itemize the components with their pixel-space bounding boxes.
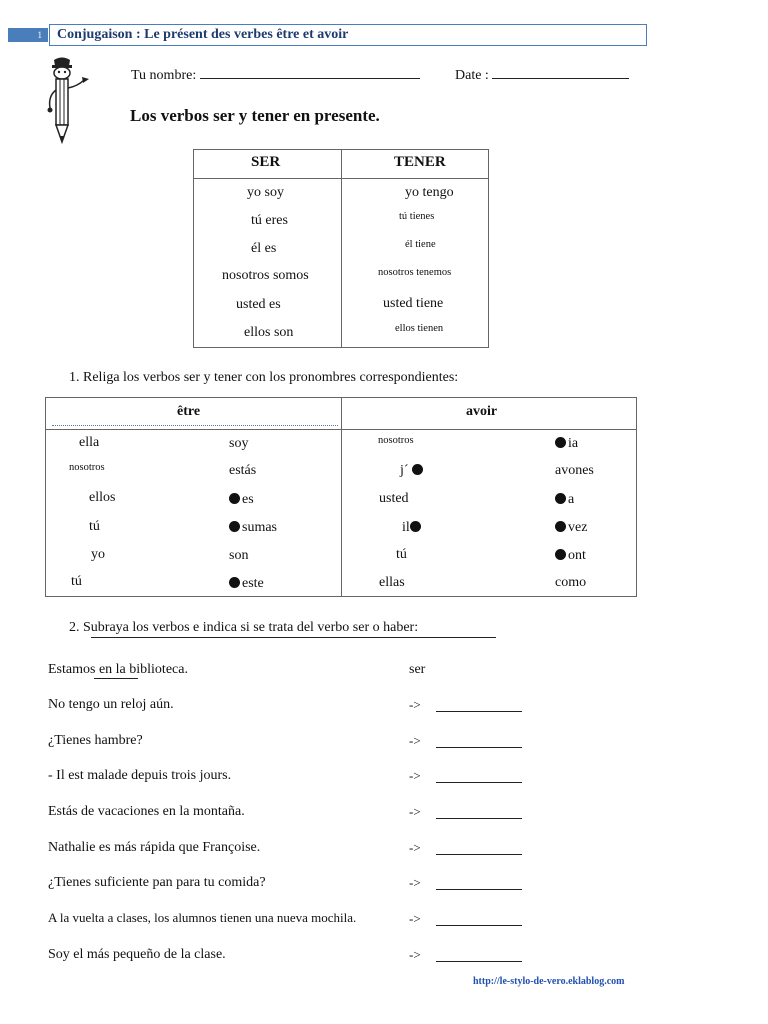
arrow: -> bbox=[409, 697, 421, 712]
etre-pronoun: tú bbox=[71, 574, 82, 589]
bullet-dot-icon bbox=[555, 521, 566, 532]
etre-pronoun: yo bbox=[91, 547, 105, 562]
matching-table bbox=[45, 397, 637, 597]
ser-cell: nosotros somos bbox=[222, 268, 309, 283]
answer-blank[interactable] bbox=[436, 818, 522, 819]
etre-pronoun: tú bbox=[89, 519, 100, 534]
tener-cell: él tiene bbox=[405, 239, 436, 250]
date-line bbox=[492, 66, 629, 79]
bullet-dot-icon bbox=[555, 493, 566, 504]
etre-pronoun: nosotros bbox=[69, 462, 105, 473]
sentence: Nathalie es más rápida que Françoise. bbox=[48, 840, 261, 855]
avoir-pronoun: tú bbox=[396, 547, 407, 562]
page-title: Conjugaison : Le présent des verbes être et avoir bbox=[57, 27, 349, 42]
avoir-header: avoir bbox=[466, 404, 498, 419]
ser-cell: usted es bbox=[236, 297, 281, 312]
bullet-dot-icon bbox=[412, 464, 423, 475]
etre-pronoun: ella bbox=[79, 435, 100, 450]
etre-header: être bbox=[177, 404, 201, 419]
avoir-verb: como bbox=[555, 575, 587, 590]
tener-cell: yo tengo bbox=[405, 185, 454, 200]
arrow: -> bbox=[409, 733, 421, 748]
answer-blank[interactable] bbox=[436, 925, 522, 926]
date-field[interactable] bbox=[455, 66, 629, 84]
bullet-dot-icon bbox=[410, 521, 421, 532]
tener-cell: nosotros tenemos bbox=[378, 267, 452, 278]
avoir-pronoun: usted bbox=[379, 491, 409, 506]
answer-blank[interactable] bbox=[436, 889, 522, 890]
sentence: ¿Tienes hambre? bbox=[48, 733, 143, 748]
ser-header: SER bbox=[251, 154, 281, 170]
arrow: -> bbox=[409, 840, 421, 855]
worksheet-heading: Los verbos ser y tener en presente. bbox=[130, 106, 380, 125]
ser-cell: tú eres bbox=[251, 213, 288, 228]
name-label: Tu nombre: bbox=[131, 68, 197, 83]
ser-cell: ellos son bbox=[244, 325, 294, 340]
exercise2-instruction: 2. Subraya los verbos e indica si se trata del verbo ser o haber: bbox=[69, 620, 419, 635]
etre-verb-with-dot: este bbox=[229, 576, 264, 592]
bullet-dot-icon bbox=[555, 549, 566, 560]
avoir-pronoun: ellas bbox=[379, 575, 405, 590]
avoir-pronoun-with-dot: il bbox=[402, 520, 423, 536]
verb-underline bbox=[94, 678, 138, 679]
etre-verb: son bbox=[229, 548, 249, 563]
answer-blank[interactable] bbox=[436, 782, 522, 783]
etre-verb-with-dot: es bbox=[229, 492, 254, 508]
sentence: Estás de vacaciones en la montaña. bbox=[48, 804, 245, 819]
etre-verb-with-dot: sumas bbox=[229, 520, 277, 536]
date-label: Date : bbox=[455, 68, 489, 83]
conjugation-table bbox=[193, 149, 489, 348]
arrow: -> bbox=[409, 804, 421, 819]
ser-cell: él es bbox=[251, 241, 277, 256]
avoir-verb: avones bbox=[555, 463, 594, 478]
bullet-dot-icon bbox=[229, 577, 240, 588]
etre-verb: soy bbox=[229, 436, 249, 451]
avoir-verb-with-dot: a bbox=[555, 492, 574, 508]
answer: ser bbox=[409, 662, 426, 677]
sentence: Estamos en la biblioteca. bbox=[48, 662, 188, 677]
footer-link[interactable]: http://le-stylo-de-vero.eklablog.com bbox=[473, 976, 625, 987]
tener-header: TENER bbox=[394, 154, 446, 170]
arrow: -> bbox=[409, 911, 421, 926]
sentence: Soy el más pequeño de la clase. bbox=[48, 947, 226, 962]
avoir-pronoun-with-dot: j´ bbox=[400, 463, 425, 479]
arrow: -> bbox=[409, 768, 421, 783]
answer-blank[interactable] bbox=[436, 747, 522, 748]
sentence: - Il est malade depuis trois jours. bbox=[48, 768, 232, 783]
arrow: -> bbox=[409, 947, 421, 962]
answer-blank[interactable] bbox=[436, 961, 522, 962]
exercise1-instruction: 1. Religa los verbos ser y tener con los pronombres correspondientes: bbox=[69, 370, 459, 385]
answer-blank[interactable] bbox=[436, 854, 522, 855]
avoir-pronoun: nosotros bbox=[378, 435, 414, 446]
answer-blank[interactable] bbox=[436, 711, 522, 712]
sentence: A la vuelta a clases, los alumnos tienen una nueva mochila. bbox=[48, 910, 357, 925]
tener-cell: ellos tienen bbox=[395, 323, 444, 334]
etre-verb: estás bbox=[229, 463, 257, 478]
instruction-underline bbox=[91, 637, 496, 638]
avoir-verb-with-dot: ia bbox=[555, 436, 578, 452]
ser-cell: yo soy bbox=[247, 185, 284, 200]
bullet-dot-icon bbox=[229, 493, 240, 504]
name-field[interactable] bbox=[131, 66, 420, 84]
pencil-mascot-icon bbox=[38, 56, 92, 148]
tener-cell: usted tiene bbox=[383, 296, 444, 311]
arrow: -> bbox=[409, 875, 421, 890]
page-number: 1 bbox=[8, 28, 48, 42]
sentence: ¿Tienes suficiente pan para tu comida? bbox=[48, 875, 266, 890]
avoir-verb-with-dot: vez bbox=[555, 520, 587, 536]
tener-cell: tú tienes bbox=[399, 211, 435, 222]
sentence: No tengo un reloj aún. bbox=[48, 697, 174, 712]
bullet-dot-icon bbox=[555, 437, 566, 448]
name-line bbox=[200, 66, 420, 79]
avoir-verb-with-dot: ont bbox=[555, 548, 586, 564]
etre-pronoun: ellos bbox=[89, 490, 116, 505]
bullet-dot-icon bbox=[229, 521, 240, 532]
